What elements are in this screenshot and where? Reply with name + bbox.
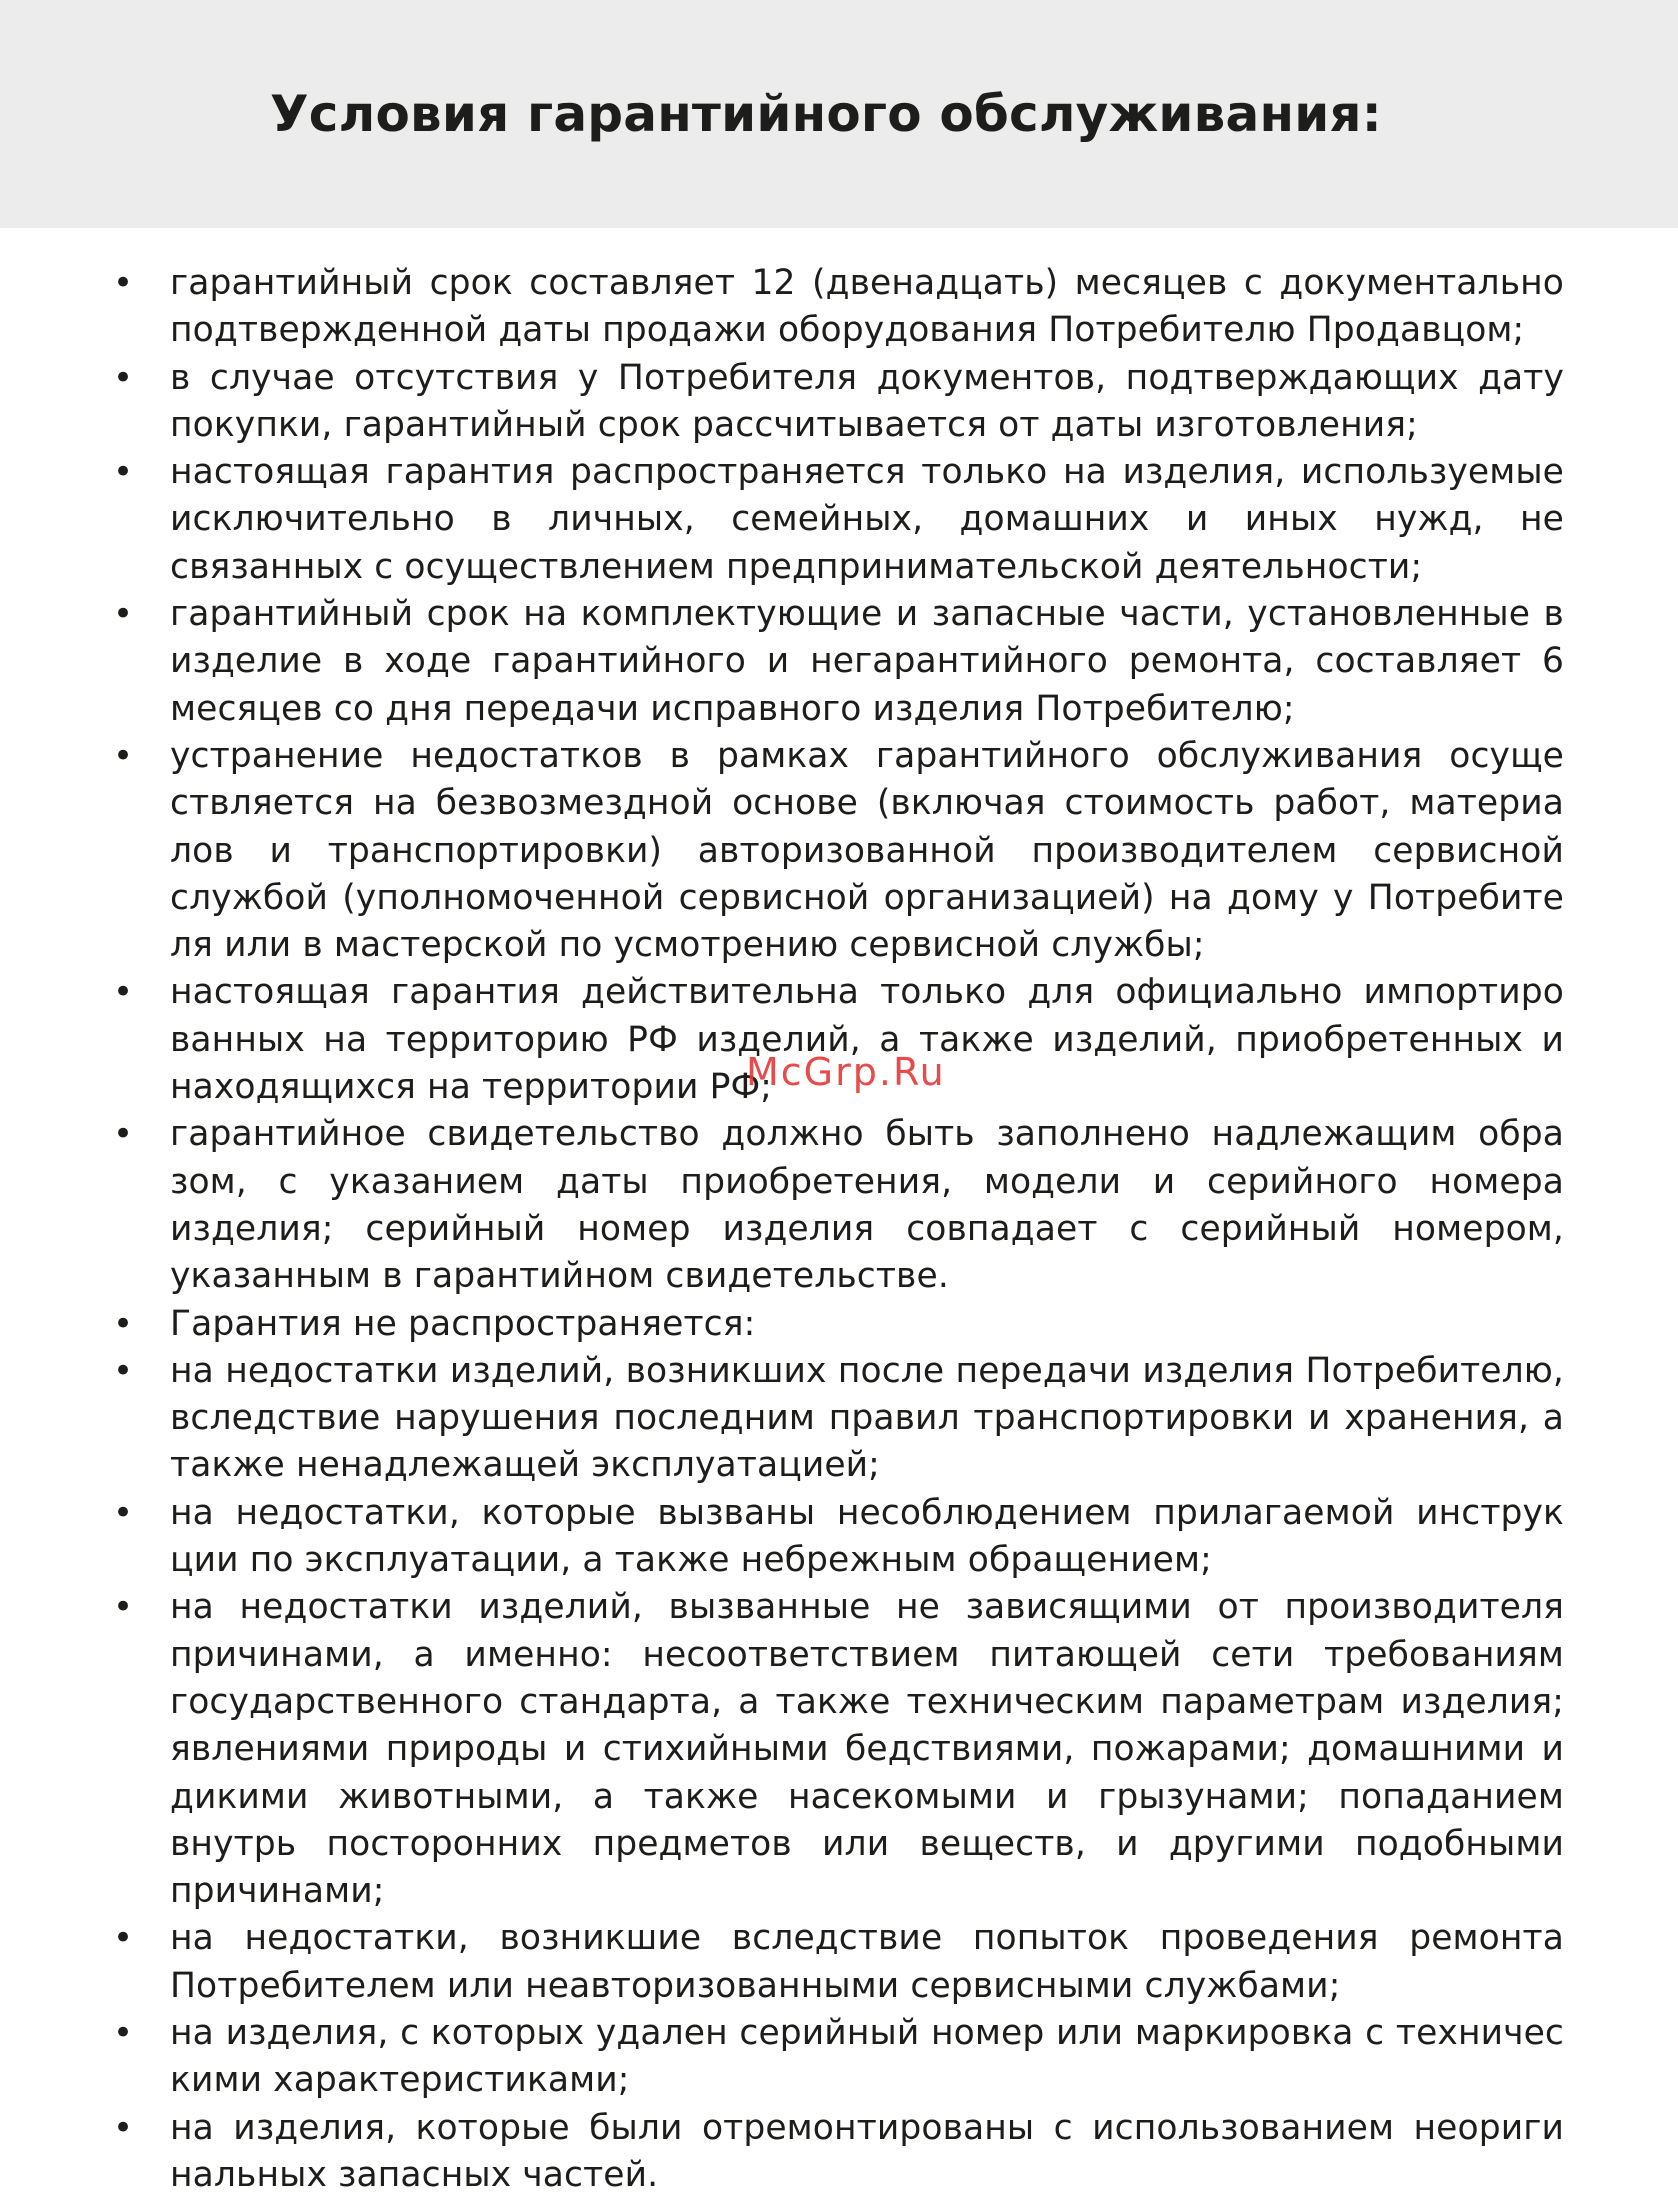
bullet-icon: • [113,452,134,493]
bullet-icon: • [113,357,134,398]
list-item-text: настоящая гарантия действительна только для официально импортиро ванных на территорию РФ изделий, а также изделий, приобретенных и находящихся на территории РФ; [170,972,1564,1108]
terms-list [0,260,1678,2199]
list-item [0,591,1564,733]
list-item-text: на недостатки изделий, возникших после передачи изделия Потребителю, вследствие нарушения последним правил транспортировки и хранения, а также ненадлежащей эксплуатацией; [170,1350,1564,1486]
list-item [0,355,1564,450]
list-item-text: на недостатки изделий, вызванные не зависящими от производителя причинами, а именно: несоответствием питающей сети требованиям государственного стандарта, а также техническим параметрам изделия; явлениями природы и стихийными бедствиями, пожарами; домашними и дикими животными, а также насекомыми и грызунами; попаданием внутрь посторонних предметов или веществ, и другими подобными причинами; [170,1587,1564,1912]
list-item-text: гарантийный срок на комплектующие и запасные части, установленные в изделие в ходе гарантийного и негарантийного ремонта, составляет 6 месяцев со дня передачи исправного изделия Потребителю; [170,594,1564,729]
bullet-icon: • [113,1492,134,1533]
list-item [0,1584,1564,1915]
list-item-text: гарантийный срок составляет 12 (двенадцать) месяцев с документально подтвержденной даты продажи оборудования Потребителю Продавцом; [170,263,1564,351]
list-item-text: на недостатки, которые вызваны несоблюдением прилагаемой инструк ции по эксплуатации, а также небрежным обращением; [170,1492,1564,1581]
bullet-icon: • [113,263,134,303]
bullet-icon: • [113,2012,134,2053]
bullet-icon: • [113,972,134,1013]
warranty-terms [0,260,1678,2199]
page-title: Условия гарантийного обслуживания: [270,85,1382,143]
list-item [0,1490,1564,1585]
list-item [0,260,1564,355]
list-item [0,449,1564,591]
list-item [0,1111,1564,1300]
list-item-text: в случае отсутствия у Потребителя документов, подтверждающих дату покупки, гарантийный срок рассчитывается от даты изготовления; [170,357,1564,445]
bullet-icon: • [113,1587,134,1628]
list-item-text: гарантийное свидетельство должно быть заполнено надлежащим обра зом, с указанием даты приобретения, модели и серийного номера изделия; серийный номер изделия совпадает с серийный номером, указанным в гарантийном свидетельстве. [170,1114,1564,1297]
list-item-text: на недостатки, возникшие вследствие попыток проведения ремонта Потребителем или неавторизованными сервисными службами; [170,1918,1564,2006]
bullet-icon: • [113,1114,134,1155]
list-item [0,733,1564,969]
list-item-text: Гарантия не распространяется: [170,1303,756,1344]
list-item [0,1348,1564,1490]
bullet-icon: • [113,594,134,635]
list-item [0,2010,1564,2105]
list-item [0,1301,1564,1348]
bullet-icon: • [113,735,134,776]
list-item [0,2105,1564,2199]
bullet-icon: • [113,1918,134,1959]
list-item-text: настоящая гарантия распространяется только на изделия, используемые исключительно в личных, семейных, домашних и иных нужд, не связанных с осуществлением предпринимательской деятельности; [170,452,1564,587]
bullet-icon: • [113,1303,134,1344]
list-item-text: устранение недостатков в рамках гарантийного обслуживания осуще ствляется на безвозмездной основе (включая стоимость работ, материа лов и транспортировки) авторизованной производителем сервисной службой (уполномоченной сервисной организацией) на дому у Потребите ля или в мастерской по усмотрению сервисной службы; [170,735,1564,966]
list-item-text: на изделия, которые были отремонтированы с использованием неориги нальных запасных частей. [170,2107,1564,2195]
bullet-icon: • [113,2107,134,2148]
watermark-text: McGrp.Ru [746,1050,946,1094]
bullet-icon: • [113,1350,134,1391]
list-item-text: на изделия, с которых удален серийный номер или маркировка с техничес кими характеристиками; [170,2012,1564,2101]
list-item [0,1915,1564,2010]
